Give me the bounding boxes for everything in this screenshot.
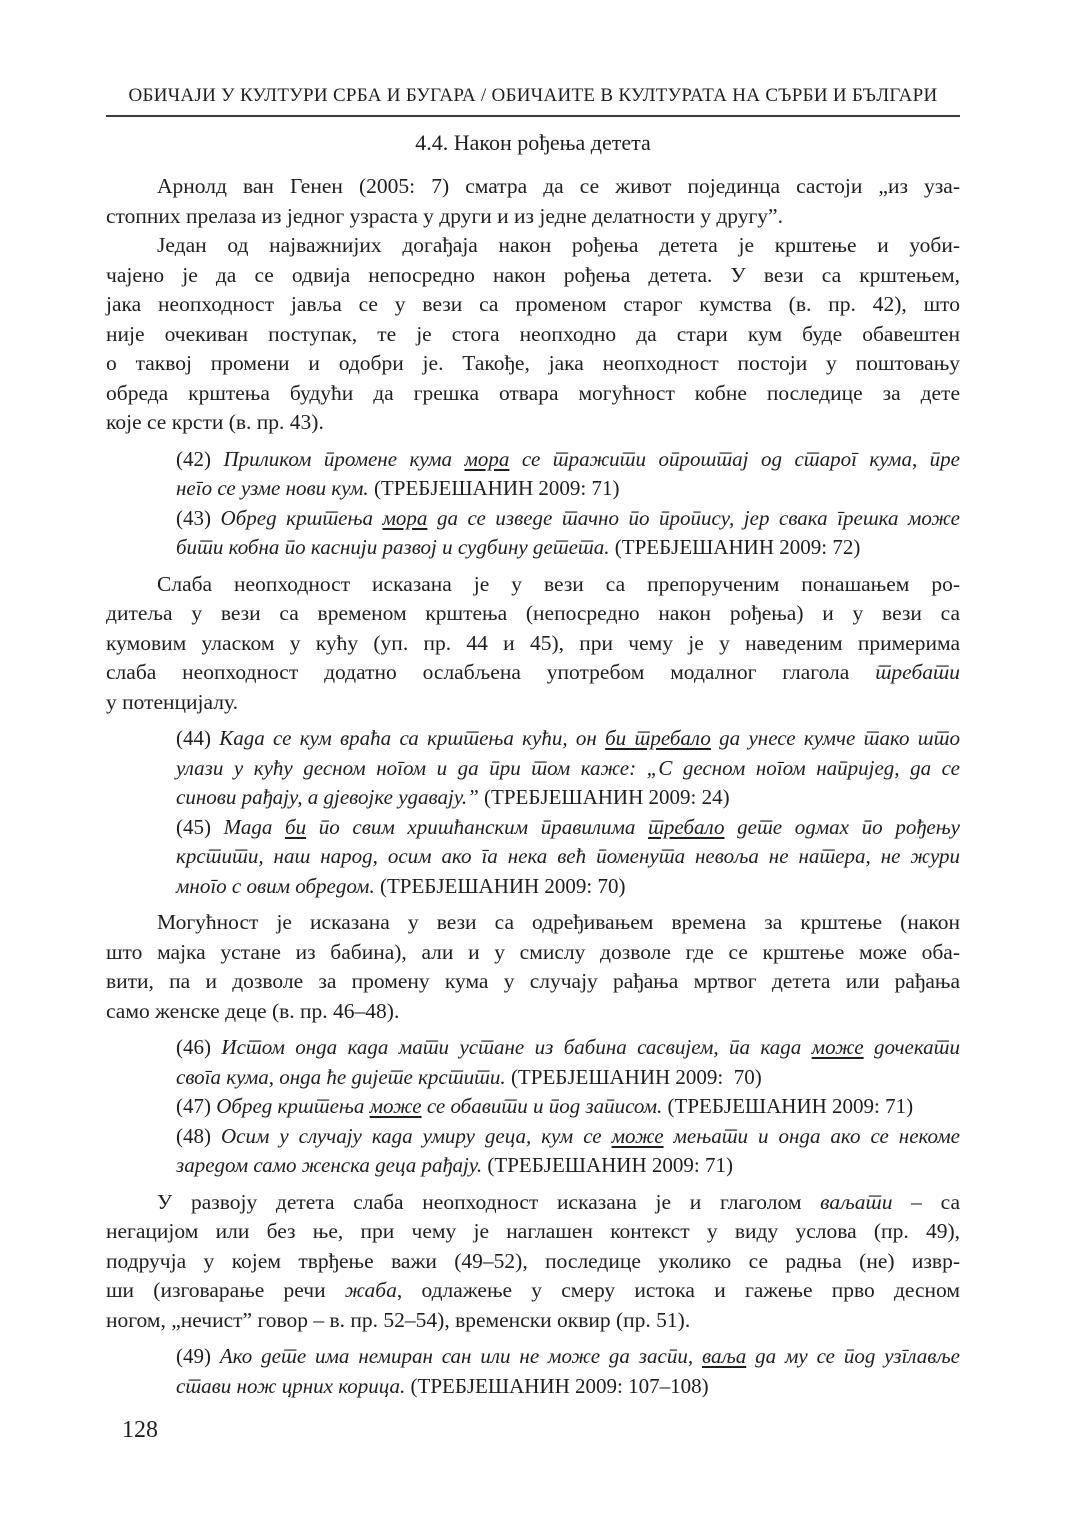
underlined-term: може bbox=[369, 1094, 422, 1118]
text-line bbox=[106, 908, 960, 938]
running-title: ОБИЧАЈИ У КУЛТУРИ СРБА И БУГАРА / ОБИЧАИТЕ В КУЛТУРАТА НА СЪРБИ И БЪЛГАРИ bbox=[128, 85, 938, 106]
text-run: (43) bbox=[176, 505, 221, 530]
text-line bbox=[106, 202, 960, 232]
text-run: се тражити опроштај од старог кума, пре bbox=[509, 446, 960, 471]
text-line bbox=[106, 349, 960, 379]
underlined-term: може bbox=[611, 1123, 664, 1148]
text-run: , одлажење у смеру истока и гажење прво десном bbox=[396, 1278, 961, 1302]
text-line bbox=[176, 872, 960, 902]
text-run: Када се кум враћа са крштења кући, он bbox=[219, 726, 606, 750]
text-line bbox=[106, 570, 960, 600]
text-run: слаба неопходност додатно ослабљена употребом модалног глагола bbox=[106, 660, 876, 684]
text-line bbox=[176, 1033, 960, 1063]
text-run: дете одмах по рођењу bbox=[724, 814, 960, 839]
text-run: Могућност је исказана у вези са одређивањем времена за крштење (након bbox=[157, 910, 960, 934]
text-run: требати bbox=[875, 660, 960, 684]
underlined-term: би требало bbox=[605, 726, 711, 750]
text-line bbox=[106, 1247, 960, 1277]
text-run: се обавити и под записом. bbox=[421, 1094, 668, 1118]
text-run: (44) bbox=[176, 726, 220, 750]
text-run: улази у кућу десном ногом и да при том каже: „С десном ногом напријед, да се bbox=[176, 755, 960, 780]
text-line bbox=[106, 967, 960, 997]
underlined-term: требало bbox=[648, 814, 725, 839]
text-line bbox=[106, 938, 960, 968]
text-line bbox=[106, 231, 960, 261]
text-run: стави нож црних корица. bbox=[176, 1373, 411, 1398]
text-line bbox=[106, 658, 960, 688]
text-line bbox=[106, 1188, 960, 1218]
text-run: (ТРЕБЈЕШАНИН 2009: 71) bbox=[373, 476, 620, 500]
text-run: жаба bbox=[344, 1278, 397, 1302]
paragraph-1 bbox=[106, 172, 960, 231]
text-line bbox=[106, 688, 960, 718]
underlined-term: би bbox=[285, 814, 307, 839]
text-line bbox=[106, 408, 960, 438]
text-run: (ТРЕБЈЕШАНИН 2009: 71) bbox=[667, 1094, 914, 1118]
text-run: само женске деце (в. пр. 46–48). bbox=[106, 998, 400, 1023]
text-run: Један од најважнијих догађаја након рођења детета је крштење и уоби- bbox=[157, 233, 960, 257]
text-line bbox=[176, 754, 960, 784]
text-run: (ТРЕБЈЕШАНИН 2009: 71) bbox=[487, 1153, 733, 1177]
text-run: Мада bbox=[223, 814, 286, 839]
text-run: Арнолд ван Генен (2005: 7) сматра да се живот појединца састоји „из уза- bbox=[157, 174, 960, 198]
text-run: дочекати bbox=[863, 1035, 960, 1059]
paragraph-5 bbox=[106, 1188, 960, 1336]
text-run: свога кума, онда ће дијете крстити. bbox=[176, 1064, 511, 1089]
text-run: мењати и онда ако се некоме bbox=[663, 1123, 960, 1148]
text-run: негацијом или без ње, при чему је наглашен контекст у виду услова (пр. 49), bbox=[106, 1219, 960, 1243]
text-line bbox=[106, 379, 960, 409]
text-run: Осим у случају када умиру деца, кум се bbox=[220, 1123, 612, 1148]
paragraph-4 bbox=[106, 908, 960, 1026]
paragraph-2 bbox=[106, 231, 960, 438]
text-run: (ТРЕБЈЕШАНИН 2009: 70) bbox=[379, 873, 626, 898]
text-run: Слаба неопходност исказана је у вези са препорученим понашањем ро- bbox=[157, 571, 960, 596]
text-run: ногом, „нечист” говор – в. пр. 52–54), временски оквир (пр. 51). bbox=[106, 1307, 691, 1332]
text-line bbox=[176, 724, 960, 754]
text-run: обреда крштења будући да грешка отвара могућност кобне последице за дете bbox=[106, 380, 960, 405]
text-run: (ТРЕБЈЕШАНИН 2009: 72) bbox=[614, 535, 861, 559]
example-49-group bbox=[106, 1342, 960, 1401]
examples-44-45 bbox=[106, 724, 960, 901]
text-run: Истом онда када мати устане из бабина сасвијем, па када bbox=[221, 1035, 812, 1059]
text-run: што мајка устане из бабина), али и у смислу дозволе где се крштење може оба- bbox=[106, 939, 960, 964]
text-run: заредом само женска деца рађају. bbox=[176, 1153, 488, 1177]
text-run: – са bbox=[892, 1189, 960, 1214]
text-line bbox=[176, 783, 960, 813]
text-line bbox=[176, 474, 960, 504]
text-run: (42) bbox=[176, 446, 224, 471]
example-43 bbox=[176, 504, 960, 563]
text-run: ваљати bbox=[820, 1189, 893, 1214]
text-run: кумовим уласком у кућу (уп. пр. 44 и 45), при чему је у наведеним примерима bbox=[106, 630, 960, 655]
section-title: 4.4. Након рођења детета bbox=[415, 130, 651, 155]
text-run: стопних прелаза из једног узраста у други и из једне делатности у другу”. bbox=[106, 203, 783, 228]
text-line bbox=[106, 1217, 960, 1247]
text-run: бити кобна по каснији развој и судбину детета. bbox=[176, 535, 615, 559]
example-45 bbox=[176, 813, 960, 902]
example-48 bbox=[176, 1122, 960, 1181]
text-run: да унесе кумче тако што bbox=[710, 726, 960, 750]
text-run: да му се под узглавље bbox=[746, 1344, 960, 1368]
example-44 bbox=[176, 724, 960, 813]
text-line bbox=[106, 320, 960, 350]
examples-42-43 bbox=[106, 445, 960, 563]
text-run: (48) bbox=[176, 1123, 221, 1148]
text-line bbox=[106, 1276, 960, 1306]
text-run: по свим хришћанским правилима bbox=[306, 814, 649, 839]
text-line bbox=[106, 172, 960, 202]
text-line bbox=[106, 599, 960, 629]
text-run: Приликом промене кума bbox=[223, 446, 465, 471]
text-run: Обред крштења bbox=[216, 1094, 370, 1118]
text-run: које се крсти (в. пр. 43). bbox=[106, 410, 324, 434]
text-run: (45) bbox=[176, 814, 224, 839]
text-line bbox=[176, 533, 960, 563]
page-body bbox=[106, 172, 960, 1401]
text-line bbox=[106, 1306, 960, 1336]
text-line bbox=[176, 813, 960, 843]
text-line bbox=[106, 629, 960, 659]
text-run: синови рађају, а дјевојке удавају.” bbox=[176, 785, 485, 809]
text-run: (49) bbox=[176, 1344, 220, 1368]
text-line bbox=[176, 1092, 960, 1122]
text-line bbox=[176, 1342, 960, 1372]
text-run: чајено је да се одвија непосредно након рођења детета. У вези са крштењем, bbox=[106, 262, 960, 287]
text-run: много с овим обредом. bbox=[176, 873, 380, 898]
text-run: ши (изговарање речи bbox=[106, 1278, 345, 1302]
paragraph-3 bbox=[106, 570, 960, 718]
text-run: вити, па и дозволе за промену кума у случају рађања мртвог детета или рађања bbox=[106, 969, 960, 993]
page-number: 128 bbox=[122, 1417, 158, 1443]
text-run: (ТРЕБЈЕШАНИН 2009: 107–108) bbox=[410, 1373, 709, 1398]
example-42 bbox=[176, 445, 960, 504]
text-run: (ТРЕБЈЕШАНИН 2009: 24) bbox=[484, 785, 730, 809]
text-line bbox=[176, 1151, 960, 1181]
text-line bbox=[176, 842, 960, 872]
header-rule bbox=[106, 115, 960, 117]
text-line bbox=[176, 445, 960, 475]
example-49 bbox=[176, 1342, 960, 1401]
text-run: Ако дете има немиран сан или не може да заспи, bbox=[219, 1344, 702, 1368]
underlined-term: мора bbox=[382, 505, 428, 530]
text-line bbox=[106, 290, 960, 320]
text-line bbox=[176, 1372, 960, 1402]
underlined-term: ваља bbox=[701, 1344, 747, 1368]
text-run: (46) bbox=[176, 1035, 222, 1059]
text-run: Обред крштења bbox=[220, 505, 383, 530]
text-run: дитеља у вези са временом крштења (непосредно након рођења) и у вези са bbox=[106, 601, 960, 625]
underlined-term: мора bbox=[464, 446, 510, 471]
example-47 bbox=[176, 1092, 960, 1122]
text-run: него се узме нови кум. bbox=[176, 476, 374, 500]
text-run: није очекиван поступак, те је стога неопходно да стари кум буде обавештен bbox=[106, 321, 960, 346]
underlined-term: може bbox=[811, 1035, 864, 1059]
text-run: крстити, наш народ, осим ако га нека већ поменута невоља не натера, не жури bbox=[176, 844, 960, 868]
text-line bbox=[176, 1063, 960, 1093]
text-run: у потенцијалу. bbox=[106, 689, 238, 714]
text-run: јака неопходност јавља се у вези са променом старог кумства (в. пр. 42), што bbox=[106, 292, 960, 316]
text-run: (47) bbox=[176, 1094, 217, 1118]
text-line bbox=[106, 261, 960, 291]
text-line bbox=[176, 1122, 960, 1152]
text-run: о таквој промени и одобри је. Такође, јака неопходност постоји у поштовању bbox=[106, 351, 960, 375]
text-run: (ТРЕБЈЕШАНИН 2009: 70) bbox=[510, 1064, 762, 1089]
text-run: подручја у којем тврђење важи (49–52), последице уколико се радња (не) извр- bbox=[106, 1248, 960, 1273]
example-46 bbox=[176, 1033, 960, 1092]
running-header bbox=[0, 84, 1080, 117]
text-line bbox=[106, 997, 960, 1027]
text-run: У развоју детета слаба неопходност исказана је и глаголом bbox=[157, 1189, 821, 1214]
text-line bbox=[176, 504, 960, 534]
examples-46-48 bbox=[106, 1033, 960, 1181]
text-run: да се изведе тачно по пропису, јер свака грешка може bbox=[427, 505, 960, 530]
